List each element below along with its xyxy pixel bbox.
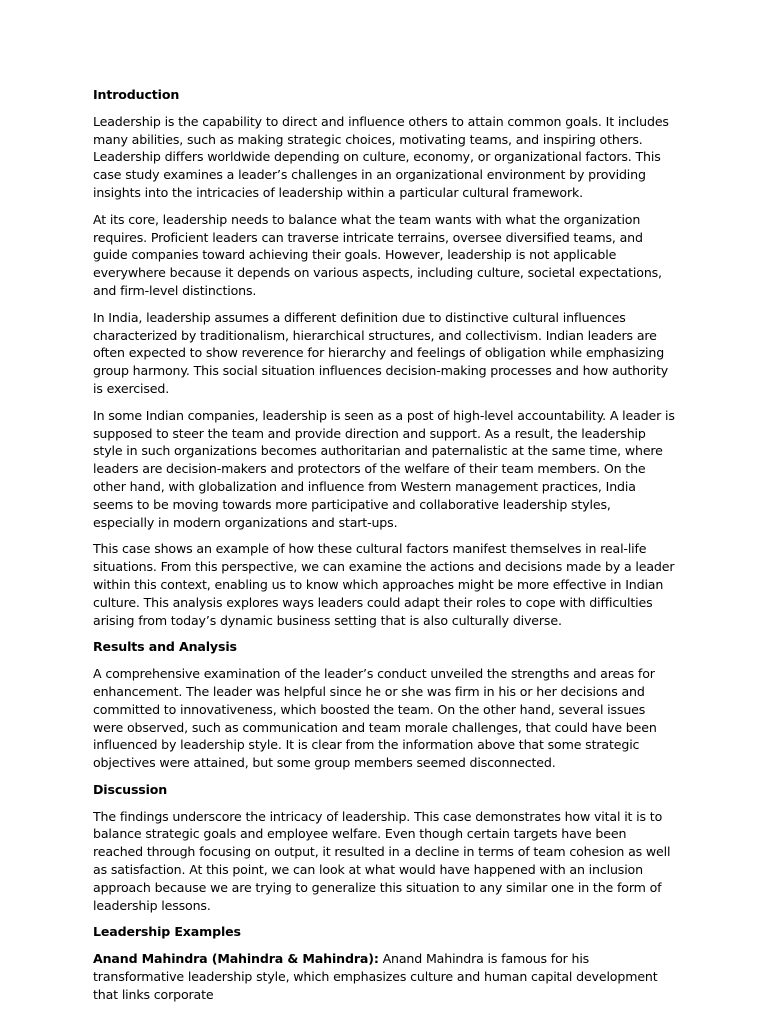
section-heading-results: Results and Analysis (93, 639, 237, 655)
intro-paragraph-3: In India, leadership assumes a different definition due to distinctive cultural influences characterized by traditionalism, hierarchical structures, and collectivism. Indian leaders are often expected to show reverence for hierarchy and feelings of obligation while emphasizing group harmony. This social situation influences decision-making processes and how authority is exercised. (93, 309, 669, 396)
leader-name: Anand Mahindra (Mahindra & Mahindra): (93, 951, 379, 967)
intro-paragraph-2: At its core, leadership needs to balance what the team wants with what the organization requires. Proficient leaders can traverse intricate terrains, oversee diversified teams, and guide companies toward achieving their goals. However, leadership is not applicable everywhere because it depends on various aspects, including culture, societal expectations, and firm-level distinctions. (93, 211, 662, 298)
results-paragraph-1: A comprehensive examination of the leader’s conduct unveiled the strengths and areas for enhancement. The leader was helpful since he or she was firm in his or her decisions and committed to innovativeness, which boosted the team. On the other hand, several issues were observed, such as communication and team morale challenges, that could have been influenced by leadership style. It is clear from the information above that some strategic objectives were attained, but some group members seemed disconnected. (93, 666, 657, 771)
section-heading-discussion: Discussion (93, 781, 168, 797)
leader-description: Anand Mahindra is famous for his transformative leadership style, which emphasizes culture and human capital development that links corporate (93, 951, 658, 1002)
document-page (93, 86, 675, 1013)
section-heading-introduction: Introduction (93, 87, 180, 102)
intro-paragraph-4: In some Indian companies, leadership is seen as a post of high-level accountability. A leader is supposed to steer the team and provide direction and support. As a result, the leadership style in such organizations becomes authoritarian and paternalistic at the same time, where leaders are decision-makers and protectors of the welfare of their team members. On the other hand, with globalization and influence from Western management practices, India seems to be moving towards more participative and collaborative leadership styles, especially in modern organizations and start-ups. (93, 407, 675, 530)
section-heading-leadership-examples: Leadership Examples (93, 924, 241, 940)
intro-paragraph-1: Leadership is the capability to direct and influence others to attain common goals. It includes many abilities, such as making strategic choices, motivating teams, and inspiring others. Leadership differs worldwide depending on culture, economy, or organizational factors. This case study examines a leader’s challenges in an organizational environment by providing insights into the intricacies of leadership within a particular cultural framework. (93, 113, 669, 200)
discussion-paragraph-1: The findings underscore the intricacy of leadership. This case demonstrates how vital it is to balance strategic goals and employee welfare. Even though certain targets have been reached through focusing on output, it resulted in a decline in terms of team cohesion as well as satisfaction. At this point, we can look at what would have happened with an inclusion approach because we are trying to generalize this situation to any similar one in the form of leadership lessons. (93, 808, 671, 913)
leadership-example-paragraph (93, 950, 675, 1003)
intro-paragraph-5: This case shows an example of how these cultural factors manifest themselves in real-life situations. From this perspective, we can examine the actions and decisions made by a leader within this context, enabling us to know which approaches might be more effective in Indian culture. This analysis explores ways leaders could adapt their roles to cope with difficulties arising from today’s dynamic business setting that is also culturally diverse. (93, 541, 675, 628)
